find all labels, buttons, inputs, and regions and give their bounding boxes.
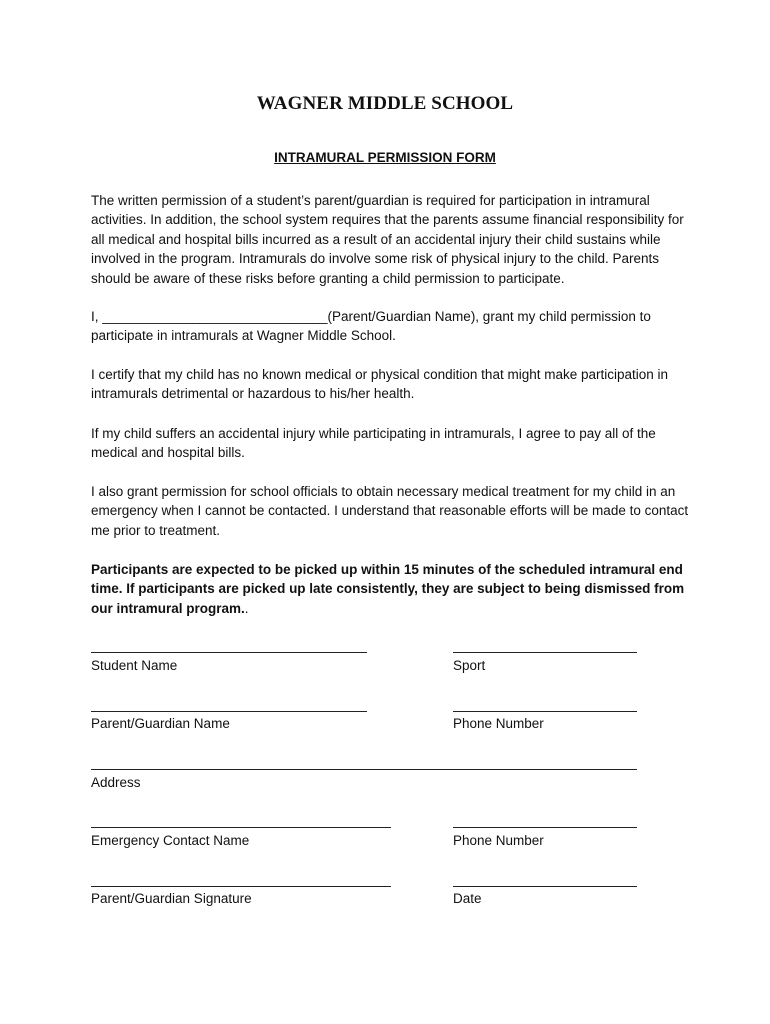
date-label: Date (453, 891, 482, 906)
address-label: Address (91, 775, 141, 790)
emergency-contact-name-label: Emergency Contact Name (91, 833, 250, 848)
parent-guardian-name-line[interactable] (91, 711, 367, 712)
certify-statement: I certify that my child has no known medical or physical condition that might make participation in intramurals detrimental or hazardous to his/her health. (91, 367, 669, 402)
emergency-phone-number-line[interactable] (453, 827, 637, 828)
injury-statement: If my child suffers an accidental injury while participating in intramurals, I agree to pay all of the medical and hospital bills. (91, 426, 656, 461)
pickup-notice-period: . (244, 600, 249, 616)
student-name-label: Student Name (91, 658, 178, 673)
grant-statement: I, ______________________________(Parent/Guardian Name), grant my child permission to participate in intramurals at Wagner Middle School. (91, 309, 651, 344)
parent-guardian-name-label: Parent/Guardian Name (91, 716, 230, 731)
phone-number-label: Phone Number (453, 716, 544, 731)
form-title: INTRAMURAL PERMISSION FORM (274, 150, 496, 165)
address-line[interactable] (91, 769, 637, 770)
school-name-heading: WAGNER MIDDLE SCHOOL (256, 93, 514, 114)
sport-label: Sport (453, 658, 486, 673)
student-name-line[interactable] (91, 652, 367, 653)
emergency-phone-number-label: Phone Number (453, 833, 544, 848)
intro-paragraph: The written permission of a student’s parent/guardian is required for participation in intramural activities. In addition, the school system requires that the parents assume financial responsibility for all medical and hospital bills incurred as a result of an accidental injury their child sustains while involved in the program. Intramurals do involve some risk of physical injury to the child. Parents should be aware of these risks before granting a child permission to participate. (91, 193, 684, 286)
pickup-notice (91, 560, 691, 618)
phone-number-line[interactable] (453, 711, 637, 712)
treatment-statement: I also grant permission for school officials to obtain necessary medical treatment for my child in an emergency when I cannot be contacted. I understand that reasonable efforts will be made to contact me prior to treatment. (91, 484, 689, 538)
parent-guardian-signature-label: Parent/Guardian Signature (91, 891, 252, 906)
pickup-notice-text: Participants are expected to be picked up within 15 minutes of the scheduled intramural end time. If participants are picked up late consistently, they are subject to being dismissed from our intramural program. (91, 562, 685, 616)
date-line[interactable] (453, 886, 637, 887)
parent-guardian-signature-line[interactable] (91, 886, 391, 887)
sport-line[interactable] (453, 652, 637, 653)
emergency-contact-name-line[interactable] (91, 827, 391, 828)
